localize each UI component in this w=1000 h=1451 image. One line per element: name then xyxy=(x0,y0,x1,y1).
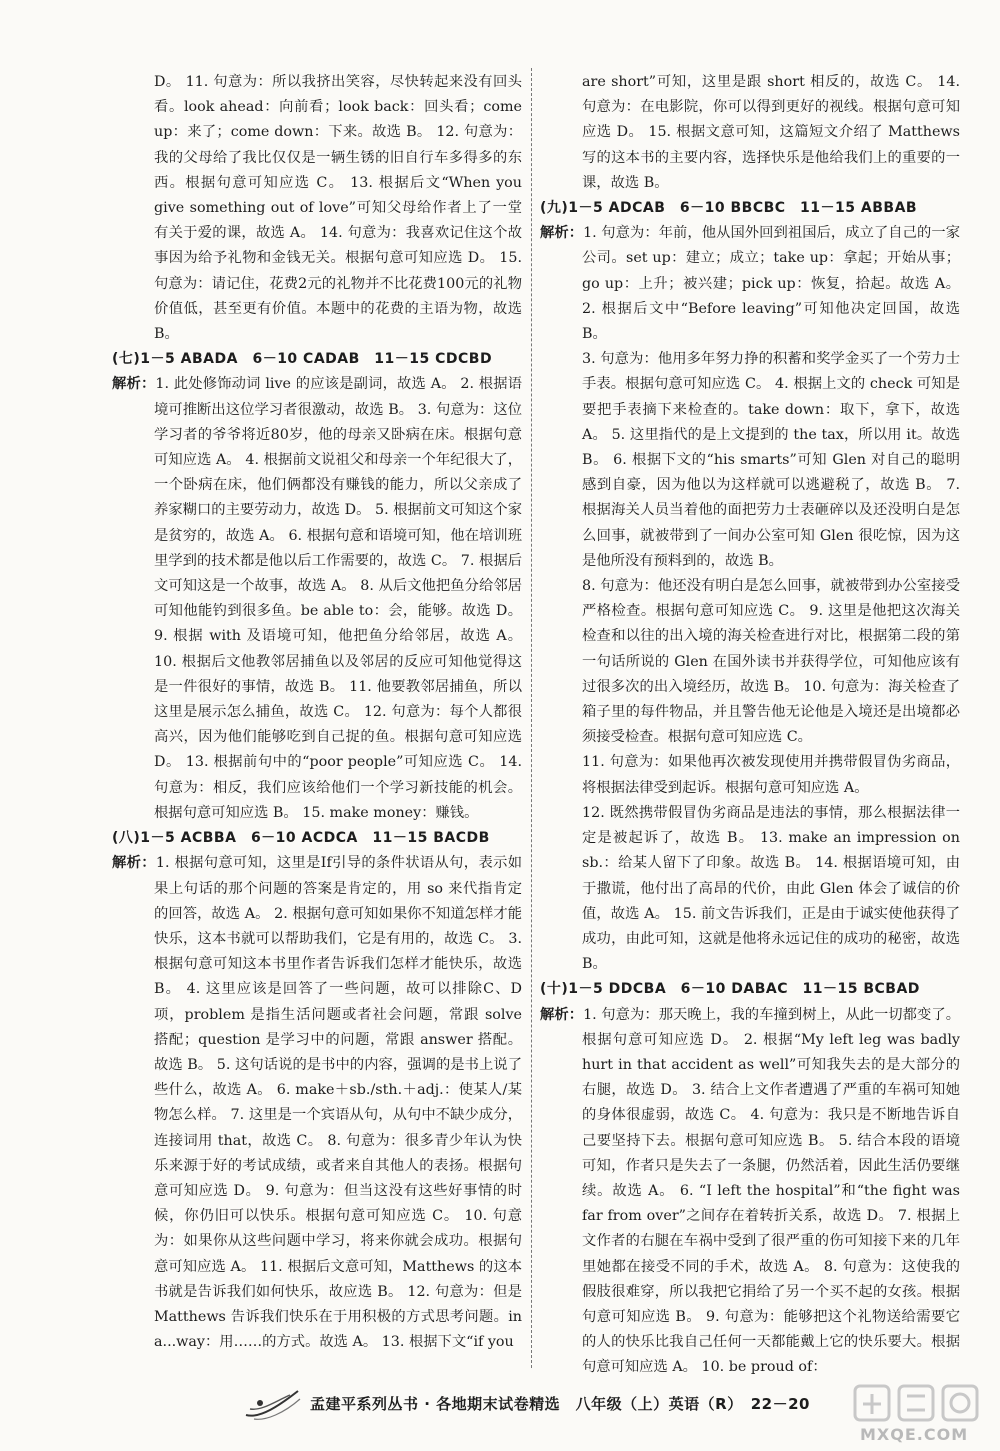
section-8-explanation xyxy=(112,851,522,1355)
left-continued-paragraph: D。 11. 句意为：所以我挤出笑容，尽快转起来没有回头看。look ahead：向前看；look back：回头看；come up：来了；come down：下来。故选 B。 12. 句意为：我的父母给了我比仅仅是一辆生锈的旧自行车多得多的东西。根据句意可知应选 C。 13. 根据后文“When you give something out of love”可知父母给作者上了一堂有关于爱的课，故选 A。 14. 句意为：我喜欢记住这个故事因为给予礼物和金钱无关。根据句意可知应选 D。 15. 句意为：请记住，花费2元的礼物并不比花费100元的礼物价值低，甚至更有价值。本题中的花费的主语为物，故选 B。 xyxy=(154,74,522,343)
section-7-answers: (七)1－5 ABADA 6－10 CADAB 11－15 CDCBD xyxy=(112,351,493,368)
explanation-label: 解析： xyxy=(112,376,156,393)
section-9-answers: (九)1－5 ADCAB 6－10 BBCBC 11－15 ABBAB xyxy=(540,200,918,217)
right-column xyxy=(540,70,960,1381)
section-9-paragraph-11: 11. 句意为：如果他再次被发现使用并携带假冒伪劣商品，将根据法律受到起诉。根据句意可知应选 A。 xyxy=(582,754,960,796)
section-7-text: 1. 此处修饰动词 live 的应该是副词，故选 A。 2. 根据语境可推断出这位学习者很激动，故选 B。 3. 句意为：这位学习者的爷爷将近80岁，他的母亲又卧病在床。根据句意可知应选 A。 4. 根据前文说祖父和母亲一个年纪很大了，一个卧病在床，他们俩都没有赚钱的能力，所以父亲成了养家糊口的主要劳动力，故选 D。 5. 根据前文可知这个家是贫穷的，故选 A。 6. 根据句意和语境可知，他在培训班里学到的技术都是他以后工作需要的，故选 C。 7. 根据后文可知这是一个故事，故选 A。 8. 从后文他把鱼分给邻居可知他能钓到很多鱼。be able to：会，能够。故选 D。 9. 根据 with 及语境可知，他把鱼分给邻居，故选 A。 10. 根据后文他教邻居捕鱼以及邻居的反应可知他觉得这是一件很好的事情，故选 B。 11. 他要教邻居捕鱼，所以这里是展示怎么捕鱼，故选 C。 12. 句意为：每个人都很高兴，因为他们能够吃到自己捉的鱼。根据句意可知应选 D。 13. 根据前句中的“poor people”可知应选 C。 14. 句意为：相反，我们应该给他们一个学习新技能的机会。根据句意可知应选 B。 15. make money：赚钱。 xyxy=(154,376,522,821)
section-10-text: 1. 句意为：那天晚上，我的车撞到树上，从此一切都变了。根据句意可知应选 D。 2. 根据“My left leg was badly hurt in that accident as well”可知我失去的是大部分的右腿，故选 D。 3. 结合上文作者遭遇了严重的车祸可知她的身体很虚弱，故选 C。 4. 句意为：我只是不断地告诉自己要坚持下去。根据句意可知应选 B。 5. 结合本段的语境可知，作者只是失去了一条腿，仍然活着，因此生活仍要继续。故选 A。 6. “I left the hospital”和“the fight was far from over”之间存在着转折关系，故选 D。 7. 根据上文作者的右腿在车祸中受到了很严重的伤可知接下来的几年里她都在接受不同的手术，故选 A。 8. 句意为：这使我的假肢很难穿，所以我把它捐给了另一个买不起的女孩。根据句意可知应选 B。 9. 句意为：能够把这个礼物送给需要它的人的快乐比我自己任何一天都能戴上它的快乐要大。根据句意可知应选 A。 10. be proud of： xyxy=(582,1006,961,1376)
left-column xyxy=(112,70,522,1355)
right-continued-paragraph: are short”可知，这里是跟 short 相反的，故选 C。 14. 句意为：在电影院，你可以得到更好的视线。根据句意可知应选 D。 15. 根据文意可知，这篇短文介绍了 Matthews 写的这本书的主要内容，选择快乐是他给我们上的重要的一课，故选 B。 xyxy=(582,74,960,191)
publisher-logo-icon xyxy=(240,1385,304,1425)
footer-text: 孟建平系列丛书 · 各地期末试卷精选 八年级（上）英语（R） 22－20 xyxy=(310,1395,810,1413)
watermark-text: MXQE.COM xyxy=(860,1425,969,1444)
section-8-answers: (八)1－5 ACBBA 6－10 ACDCA 11－15 BACDB xyxy=(112,830,490,847)
section-9-paragraph-3: 3. 句意为：他用多年努力挣的积蓄和奖学金买了一个劳力士手表。根据句意可知应选 C。 4. 根据上文的 check 可知是要把手表摘下来检查的。take down：取下，拿下，故选 A。 5. 这里指代的是上文提到的 the tax，所以用 it。故选 B。 6. 根据下文的“his smarts”可知 Glen 对自己的聪明感到自豪，因为他以为这样就可以逃避税了，故选 B。 7. 根据海关人员当着他的面把劳力士表砸碎以及还没明白是怎么回事，就被带到了一间办公室可知 Glen 很吃惊，因为这是他所没有预料到的，故选 B。 xyxy=(582,351,960,569)
section-9-text: 1. 句意为：年前，他从国外回到祖国后，成立了自己的一家公司。set up：建立；成立；take up：拿起；开始从事；go up：上升；被兴建；pick up：恢复，拾起。故选 A。 2. 根据后文中“Before leaving”可知他决定回国，故选 B。 xyxy=(582,225,961,343)
explanation-label: 解析： xyxy=(540,1006,584,1023)
column-divider xyxy=(531,68,532,1368)
section-9-paragraph-8: 8. 句意为：他还没有明白是怎么回事，就被带到办公室接受严格检查。根据句意可知应选 C。 9. 这里是他把这次海关检查和以往的出入境的海关检查进行对比，根据第二段的第一句话所说的 Glen 在国外读书并获得学位，可知他应该有过很多次的出入境经历，故选 B。 10. 句意为：海关检查了箱子里的每件物品，并且警告他无论他是入境还是出境都必须接受检查。根据句意可知应选 C。 xyxy=(582,578,960,746)
section-9-paragraph-12: 12. 既然携带假冒伪劣商品是违法的事情，那么根据法律一定是被起诉了，故选 B。 13. make an impression on sb.：给某人留下了印象。故选 B。 14. 根据语境可知，由于撒谎，他付出了高昂的代价，由此 Glen 体会了诚信的价值，故选 A。 15. 前文告诉我们，正是由于诚实使他获得了成功，由此可知，这就是他将永远记住的成功的秘密，故选 B。 xyxy=(582,804,960,973)
explanation-label: 解析： xyxy=(112,855,156,872)
section-7-explanation xyxy=(112,372,522,826)
section-10-answers: (十)1－5 DDCBA 6－10 DABAC 11－15 BCBAD xyxy=(540,981,920,998)
section-10-explanation xyxy=(540,1003,960,1381)
explanation-label: 解析： xyxy=(540,225,584,242)
section-9-explanation xyxy=(540,221,960,347)
section-8-text: 1. 根据句意可知，这里是If引导的条件状语从句，表示如果上句话的那个问题的答案是肯定的，用 so 来代指肯定的回答，故选 A。 2. 根据句意可知如果你不知道怎样才能快乐，这本书就可以帮助我们，它是有用的，故选 C。 3. 根据句意可知这本书里作者告诉我们怎样才能快乐，故选 B。 4. 这里应该是回答了一些问题，故可以排除C、D项，problem 是指生活问题或者社会问题，常跟 solve 搭配；question 是学习中的问题，常跟 answer 搭配。故选 B。 5. 这句话说的是书中的内容，强调的是书上说了些什么，故选 A。 6. make＋sb./sth.＋adj.：使某人/某物怎么样。 7. 这里是一个宾语从句，从句中不缺少成分，连接词用 that，故选 C。 8. 句意为：很多青少年认为快乐来源于好的考试成绩，或者来自其他人的表扬。根据句意可知应选 D。 9. 句意为：但当这没有这些好事情的时候，你仍旧可以快乐。根据句意可知应选 C。 10. 句意为：如果你从这些问题中学习，将来你就会成功。根据句意可知应选 A。 11. 根据后文意可知，Matthews 的这本书就是告诉我们如何快乐，故应选 B。 12. 句意为：但是 Matthews 告诉我们快乐在于用积极的方式思考问题。in a...way：用……的方式。故选 A。 13. 根据下文“if you xyxy=(154,855,523,1351)
